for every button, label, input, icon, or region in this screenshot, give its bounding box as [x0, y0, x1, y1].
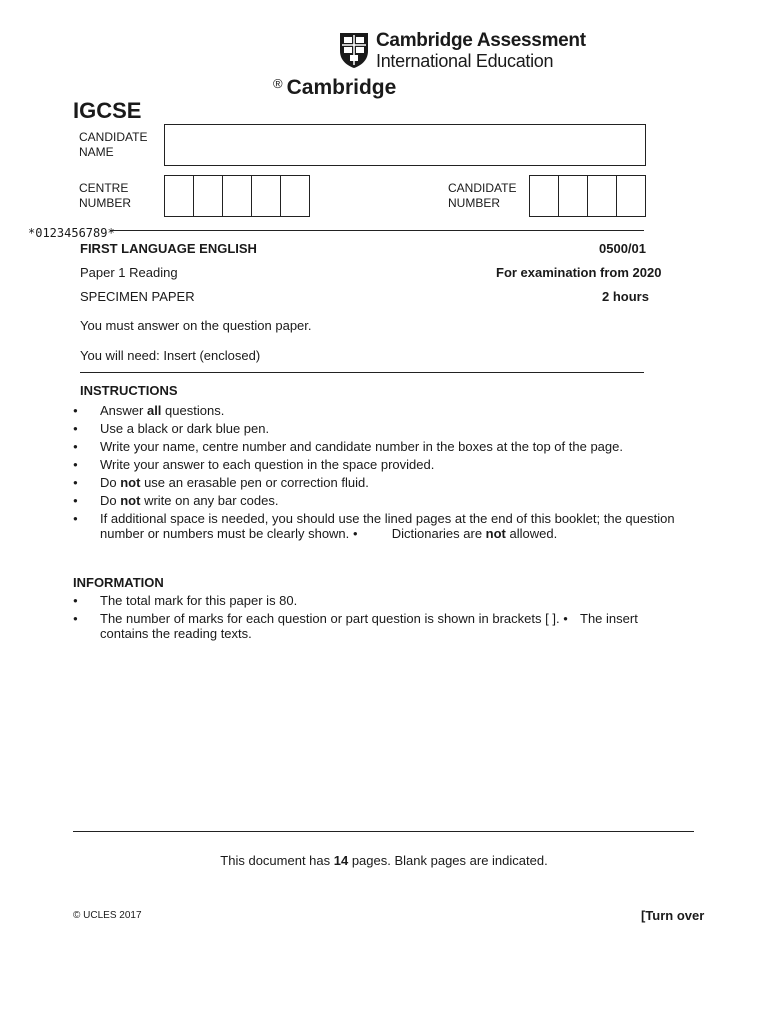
- instruction-text: allowed.: [505, 526, 558, 541]
- centre-number-label-line1: CENTRE: [79, 181, 129, 195]
- instruction-text: use an erasable pen or correction fluid.: [140, 475, 369, 490]
- turn-over: [Turn over: [641, 908, 705, 923]
- digit-box[interactable]: [587, 176, 616, 216]
- divider-top: [110, 230, 644, 231]
- instructions-heading: INSTRUCTIONS: [80, 383, 178, 398]
- centre-number-label: [79, 181, 131, 211]
- qualification-title: IGCSE: [73, 98, 142, 123]
- instruction-text: questions.: [161, 403, 225, 418]
- divider-middle: [80, 372, 644, 373]
- logo-line1: Cambridge Assessment: [376, 30, 586, 51]
- candidate-number-label: [448, 181, 516, 211]
- inline-bullet-icon: ●: [563, 614, 569, 623]
- crest-icon: [338, 31, 370, 69]
- information-text: The insert: [580, 611, 638, 626]
- instruction-item: [73, 421, 693, 436]
- page-count-text: pages. Blank pages are indicated.: [348, 853, 548, 868]
- digit-box[interactable]: [193, 176, 222, 216]
- exam-from: For examination from 2020: [496, 265, 662, 280]
- digit-box[interactable]: [280, 176, 309, 216]
- instruction-text: If additional space is needed, you should use the lined pages at the end of this booklet; the question: [100, 511, 675, 526]
- candidate-number-boxes[interactable]: [529, 175, 646, 217]
- instruction-bold: not: [120, 493, 141, 508]
- instruction-text: Write your name, centre number and candidate number in the boxes at the top of the page.: [100, 439, 623, 454]
- candidate-name-label-line1: CANDIDATE: [79, 130, 148, 144]
- brand-name: Cambridge: [286, 76, 397, 99]
- instructions-list: [73, 403, 693, 544]
- centre-number-label-line2: NUMBER: [79, 196, 132, 210]
- instruction-text: Do: [100, 493, 121, 508]
- instruction-item: [73, 511, 693, 541]
- digit-box[interactable]: [251, 176, 280, 216]
- need-note: You will need: Insert (enclosed): [80, 348, 261, 363]
- information-text: The total mark for this paper is 80.: [100, 593, 298, 608]
- digit-box[interactable]: [530, 176, 558, 216]
- instruction-item: [73, 403, 693, 418]
- divider-bottom: [73, 831, 694, 832]
- candidate-name-label-line2: NAME: [79, 145, 114, 159]
- instruction-text: Do: [100, 475, 121, 490]
- information-list: [73, 593, 693, 644]
- instruction-text: number or numbers must be clearly shown.: [100, 526, 353, 541]
- logo-line2: International Education: [376, 51, 554, 71]
- instruction-item: [73, 457, 693, 472]
- information-item: [73, 593, 693, 608]
- candidate-name-label: [79, 130, 147, 160]
- instruction-text: write on any bar codes.: [140, 493, 279, 508]
- instruction-bold: not: [485, 526, 506, 541]
- copyright: © UCLES 2017: [73, 910, 142, 921]
- centre-number-boxes[interactable]: [164, 175, 310, 217]
- instruction-item: [73, 439, 693, 454]
- inline-bullet-icon: ●: [352, 529, 358, 538]
- information-item: [73, 611, 693, 641]
- page-count-note: [0, 853, 768, 868]
- instruction-item: [73, 493, 693, 508]
- page-count-text: This document has: [220, 853, 334, 868]
- digit-box[interactable]: [616, 176, 645, 216]
- instruction-text: Write your answer to each question in the space provided.: [100, 457, 435, 472]
- information-text: The number of marks for each question or part question is shown in brackets [ ].: [100, 611, 564, 626]
- cambridge-assessment-logo: [338, 31, 586, 71]
- information-text: contains the reading texts.: [100, 626, 252, 641]
- instruction-text: Answer: [100, 403, 147, 418]
- paper-code: 0500/01: [599, 241, 646, 256]
- specimen-label: SPECIMEN PAPER: [80, 289, 195, 304]
- page-count-number: 14: [333, 853, 349, 868]
- instruction-bold: all: [146, 403, 162, 418]
- candidate-number-label-line2: NUMBER: [448, 196, 501, 210]
- duration: 2 hours: [602, 289, 649, 304]
- instruction-item: [73, 475, 693, 490]
- subject-title: FIRST LANGUAGE ENGLISH: [80, 241, 257, 256]
- digit-box[interactable]: [558, 176, 587, 216]
- instruction-text: Dictionaries are: [391, 526, 486, 541]
- brand-title: [273, 76, 396, 100]
- candidate-name-box[interactable]: [164, 124, 646, 166]
- candidate-number-label-line1: CANDIDATE: [448, 181, 517, 195]
- information-heading: INFORMATION: [73, 575, 164, 590]
- digit-box[interactable]: [165, 176, 193, 216]
- barcode-text: *0123456789*: [28, 226, 115, 240]
- paper-name: Paper 1 Reading: [80, 265, 178, 280]
- digit-box[interactable]: [222, 176, 251, 216]
- registered-mark: ®: [273, 76, 283, 91]
- instruction-bold: not: [120, 475, 141, 490]
- instruction-text: Use a black or dark blue pen.: [100, 421, 270, 436]
- answer-note: You must answer on the question paper.: [80, 318, 312, 333]
